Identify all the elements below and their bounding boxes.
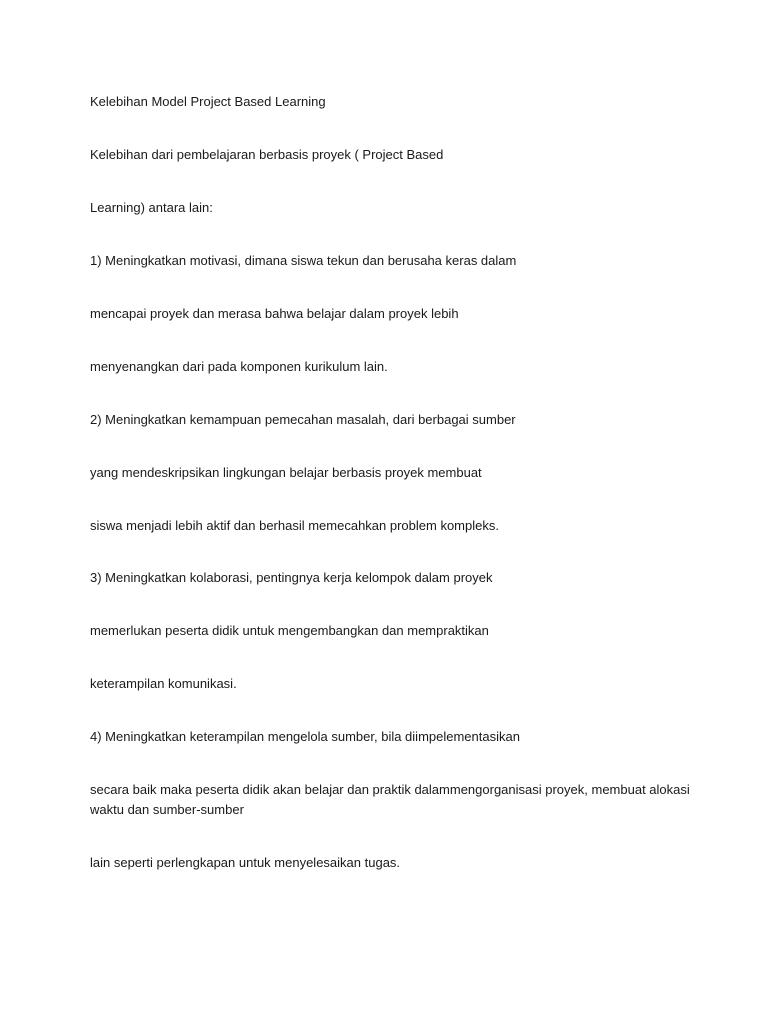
list-item-line: mencapai proyek dan merasa bahwa belajar dalam proyek lebih	[90, 306, 459, 321]
list-item-line: 2) Meningkatkan kemampuan pemecahan masalah, dari berbagai sumber	[90, 412, 516, 427]
list-item-line: siswa menjadi lebih aktif dan berhasil memecahkan problem kompleks.	[90, 518, 499, 533]
list-item-line: 4) Meningkatkan keterampilan mengelola sumber, bila diimpelementasikan	[90, 729, 520, 744]
list-item-line: secara baik maka peserta didik akan belajar dan praktik dalammengorganisasi proyek, membuat alokasi waktu dan sumber-sumber	[90, 782, 690, 817]
list-item-line: 1) Meningkatkan motivasi, dimana siswa tekun dan berusaha keras dalam	[90, 253, 517, 268]
list-item-line: lain seperti perlengkapan untuk menyelesaikan tugas.	[90, 855, 401, 870]
paragraph-line: Kelebihan dari pembelajaran berbasis proyek ( Project Based	[90, 147, 444, 162]
list-item-line: 3) Meningkatkan kolaborasi, pentingnya kerja kelompok dalam proyek	[90, 570, 493, 585]
document-title: Kelebihan Model Project Based Learning	[90, 94, 326, 109]
list-item-line: yang mendeskripsikan lingkungan belajar berbasis proyek membuat	[90, 465, 482, 480]
list-item-line: keterampilan komunikasi.	[90, 676, 237, 691]
paragraph-line: Learning) antara lain:	[90, 200, 213, 215]
list-item-line: memerlukan peserta didik untuk mengembangkan dan mempraktikan	[90, 623, 489, 638]
list-item-line: menyenangkan dari pada komponen kurikulum lain.	[90, 359, 388, 374]
